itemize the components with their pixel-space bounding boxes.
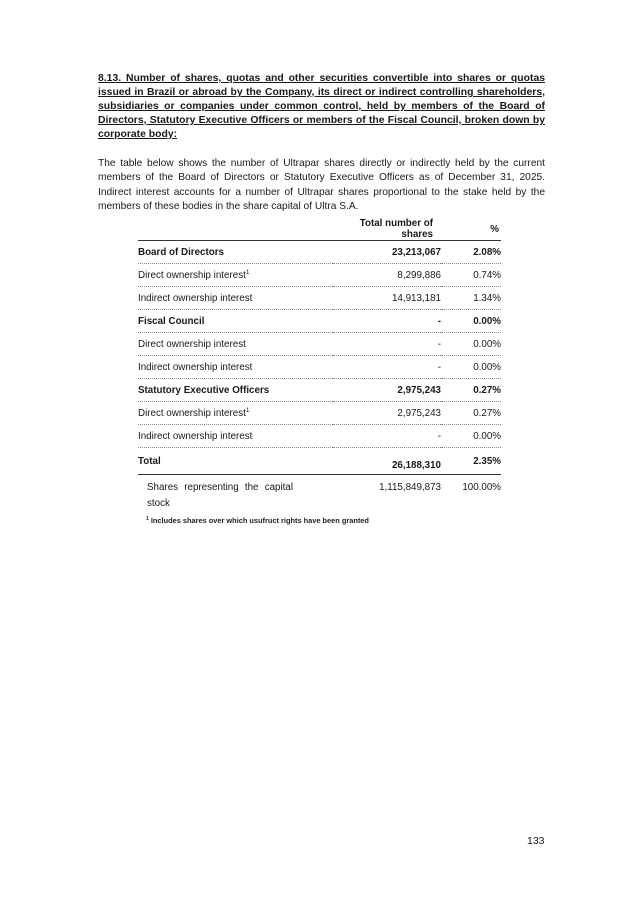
footnote-marker: 1 bbox=[245, 269, 250, 276]
row-label: Fiscal Council bbox=[138, 310, 333, 333]
row-percent: 0.00% bbox=[441, 333, 501, 356]
table-row bbox=[138, 241, 501, 264]
table-row bbox=[138, 356, 501, 379]
row-percent: 0.27% bbox=[441, 402, 501, 425]
row-value: - bbox=[333, 333, 441, 356]
table-row bbox=[138, 333, 501, 356]
row-value: 14,913,181 bbox=[333, 287, 441, 310]
row-label-text: Direct ownership interest bbox=[138, 270, 246, 281]
row-label: Indirect ownership interest bbox=[138, 356, 333, 379]
row-label: Direct ownership interest bbox=[138, 333, 333, 356]
table-row bbox=[138, 402, 501, 425]
header-label-cell bbox=[138, 218, 333, 241]
row-value: - bbox=[333, 310, 441, 333]
page-number: 133 bbox=[527, 835, 545, 847]
row-label bbox=[138, 402, 333, 425]
row-value: 2,975,243 bbox=[333, 402, 441, 425]
capital-stock-percent: 100.00% bbox=[462, 482, 501, 493]
total-row bbox=[138, 448, 501, 475]
row-value: 8,299,886 bbox=[333, 264, 441, 287]
row-percent: 0.00% bbox=[441, 310, 501, 333]
table-row bbox=[138, 310, 501, 333]
footnote-text: Includes shares over which usufruct rights have been granted bbox=[150, 516, 369, 525]
row-value: 23,213,067 bbox=[333, 241, 441, 264]
row-percent: 0.27% bbox=[441, 379, 501, 402]
total-label: Total bbox=[138, 448, 333, 475]
row-label-text: Direct ownership interest bbox=[138, 408, 246, 419]
row-value: - bbox=[333, 356, 441, 379]
capital-stock-label: Shares representing the capital stock bbox=[147, 482, 294, 509]
total-percent: 2.35% bbox=[441, 448, 501, 475]
intro-paragraph: The table below shows the number of Ultrapar shares directly or indirectly held by the current members of the Board of Directors or Statutory Executive Officers as of December 31, 2025. Indirect interest accounts for a number of Ultrapar shares proportional to the stake held by the members of these bodies in the share capital of Ultra S.A. bbox=[98, 158, 545, 212]
row-percent: 0.00% bbox=[441, 356, 501, 379]
row-value: - bbox=[333, 425, 441, 448]
total-value: 26,188,310 bbox=[333, 448, 441, 475]
table-header-row bbox=[138, 218, 501, 241]
page-content bbox=[98, 72, 545, 525]
row-value: 2,975,243 bbox=[333, 379, 441, 402]
footnote-marker: 1 bbox=[245, 407, 250, 414]
row-percent: 0.00% bbox=[441, 425, 501, 448]
row-label: Indirect ownership interest bbox=[138, 425, 333, 448]
capital-stock-row bbox=[138, 475, 501, 513]
header-percent: % bbox=[441, 218, 501, 241]
table-row bbox=[138, 287, 501, 310]
table-row bbox=[138, 425, 501, 448]
table-row bbox=[138, 264, 501, 287]
row-label: Indirect ownership interest bbox=[138, 287, 333, 310]
row-label: Board of Directors bbox=[138, 241, 333, 264]
table-row bbox=[138, 379, 501, 402]
shareholdings-table bbox=[138, 218, 501, 512]
row-percent: 2.08% bbox=[441, 241, 501, 264]
row-label bbox=[138, 264, 333, 287]
row-percent: 0.74% bbox=[441, 264, 501, 287]
row-label: Statutory Executive Officers bbox=[138, 379, 333, 402]
capital-stock-value: 1,115,849,873 bbox=[379, 482, 441, 493]
row-percent: 1.34% bbox=[441, 287, 501, 310]
footnote bbox=[146, 516, 369, 525]
footnote-marker: 1 bbox=[146, 516, 149, 522]
section-heading: 8.13. Number of shares, quotas and other securities convertible into shares or quotas issued in Brazil or abroad by the Company, its direct or indirect controlling shareholders, subsidiaries or companies under common control, held by members of the Board of Directors, Statutory Executive Officers or members of the Fiscal Council, broken down by corporate body: bbox=[98, 73, 545, 140]
header-total-shares: Total number of shares bbox=[333, 218, 441, 241]
